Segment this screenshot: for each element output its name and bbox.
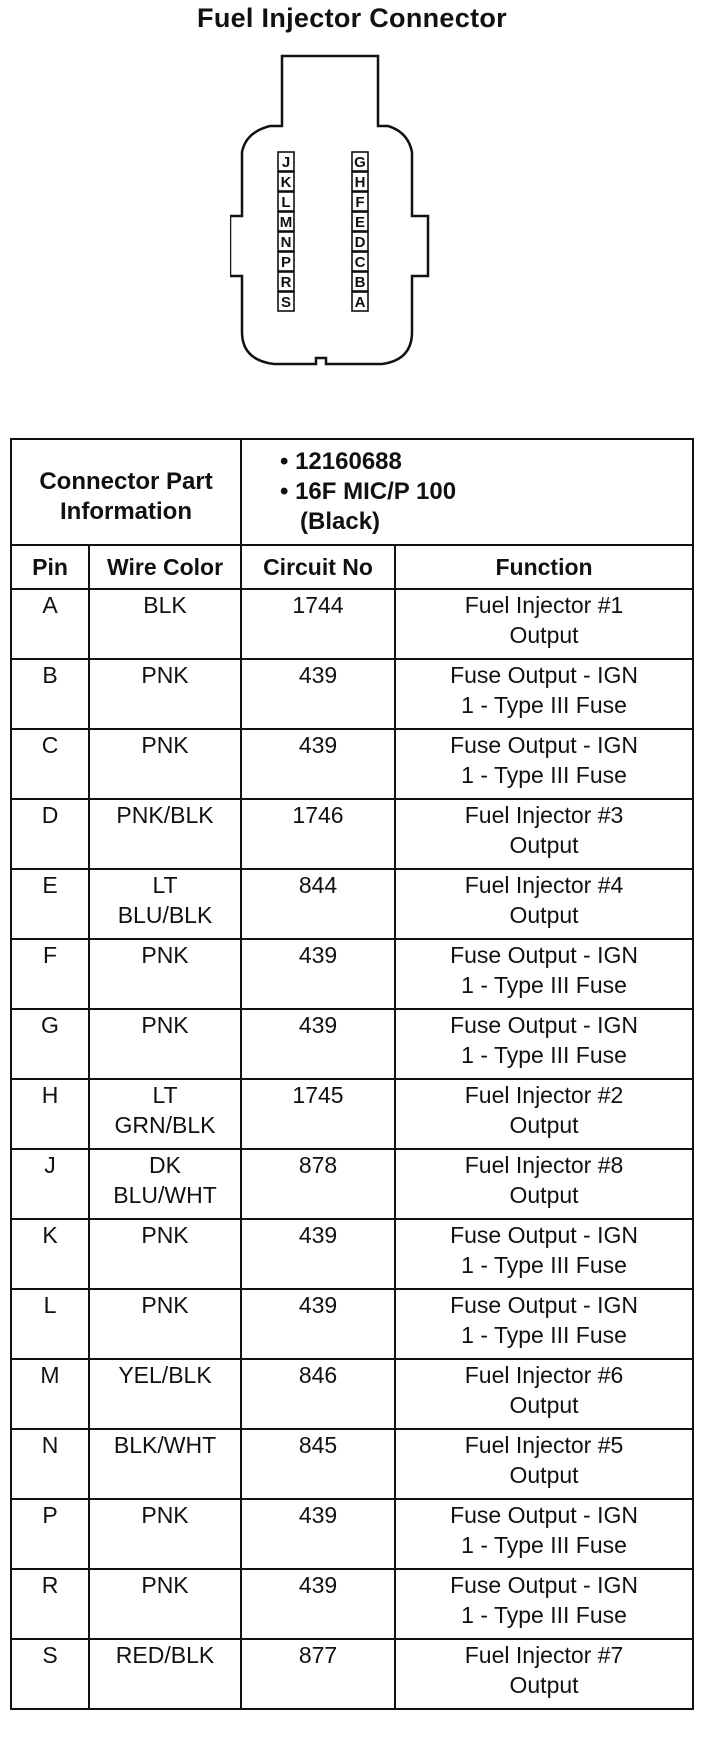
pin-label-d: D xyxy=(354,234,366,251)
wire-color-cell: LT GRN/BLK xyxy=(89,1079,241,1149)
table-row xyxy=(11,1429,693,1499)
circuit-no-cell: 844 xyxy=(241,869,395,939)
wire-color-cell: PNK xyxy=(89,729,241,799)
wire-color-cell: LT BLU/BLK xyxy=(89,869,241,939)
wire-color-cell: PNK xyxy=(89,1499,241,1569)
connector-color: (Black) xyxy=(300,508,381,535)
page-title: Fuel Injector Connector xyxy=(197,3,507,33)
function-cell: Fuse Output - IGN 1 - Type III Fuse xyxy=(395,1499,693,1569)
pin-cell: S xyxy=(11,1639,89,1709)
pin-label-c: C xyxy=(354,254,366,271)
wire-color-cell: DK BLU/WHT xyxy=(89,1149,241,1219)
circuit-no-cell: 845 xyxy=(241,1429,395,1499)
table-row xyxy=(11,1079,693,1149)
pin-label-e: E xyxy=(354,214,366,231)
connector-outline xyxy=(230,56,428,364)
function-cell: Fuel Injector #3 Output xyxy=(395,799,693,869)
function-cell: Fuel Injector #2 Output xyxy=(395,1079,693,1149)
circuit-no-cell: 439 xyxy=(241,729,395,799)
pin-cell: R xyxy=(11,1569,89,1639)
pin-cell: A xyxy=(11,589,89,659)
pin-label-j: J xyxy=(281,154,291,171)
connector-part-info-value xyxy=(241,439,693,545)
function-cell: Fuse Output - IGN 1 - Type III Fuse xyxy=(395,1219,693,1289)
function-cell: Fuse Output - IGN 1 - Type III Fuse xyxy=(395,729,693,799)
pin-cell: D xyxy=(11,799,89,869)
pin-label-r: R xyxy=(280,274,292,291)
pin-label-a: A xyxy=(354,294,366,311)
column-header-row xyxy=(11,545,693,589)
function-cell: Fuel Injector #4 Output xyxy=(395,869,693,939)
pin-label-l: L xyxy=(281,194,291,211)
column-header-pin: Pin xyxy=(11,545,89,589)
table-row xyxy=(11,1499,693,1569)
wire-color-cell: PNK xyxy=(89,659,241,729)
table-row xyxy=(11,1359,693,1429)
left-pin-column xyxy=(278,152,294,311)
pin-cell: H xyxy=(11,1079,89,1149)
circuit-no-cell: 439 xyxy=(241,1289,395,1359)
circuit-no-cell: 439 xyxy=(241,659,395,729)
pin-cell: B xyxy=(11,659,89,729)
pin-cell: J xyxy=(11,1149,89,1219)
table-row xyxy=(11,1289,693,1359)
connector-part-info-label: Connector Part Information xyxy=(11,439,241,545)
table-row xyxy=(11,729,693,799)
function-cell: Fuse Output - IGN 1 - Type III Fuse xyxy=(395,939,693,1009)
pin-label-s: S xyxy=(280,294,292,311)
pin-cell: K xyxy=(11,1219,89,1289)
pin-cell: G xyxy=(11,1009,89,1079)
circuit-no-cell: 877 xyxy=(241,1639,395,1709)
circuit-no-cell: 878 xyxy=(241,1149,395,1219)
function-cell: Fuel Injector #1 Output xyxy=(395,589,693,659)
circuit-no-cell: 846 xyxy=(241,1359,395,1429)
pin-label-n: N xyxy=(280,234,292,251)
wire-color-cell: BLK/WHT xyxy=(89,1429,241,1499)
circuit-no-cell: 1744 xyxy=(241,589,395,659)
pin-label-b: B xyxy=(354,274,366,291)
connector-pin-table xyxy=(10,438,694,1710)
wire-color-cell: PNK xyxy=(89,1009,241,1079)
circuit-no-cell: 439 xyxy=(241,1219,395,1289)
pin-label-h: H xyxy=(354,174,366,191)
column-header-circuit-no: Circuit No xyxy=(241,545,395,589)
pin-cell: C xyxy=(11,729,89,799)
pin-cell: L xyxy=(11,1289,89,1359)
connector-diagram xyxy=(230,52,446,388)
pin-label-k: K xyxy=(280,174,292,191)
pin-label-m: M xyxy=(279,214,293,231)
pin-cell: P xyxy=(11,1499,89,1569)
column-header-function: Function xyxy=(395,545,693,589)
right-pin-column xyxy=(352,152,368,311)
circuit-no-cell: 439 xyxy=(241,1499,395,1569)
pin-label-f: F xyxy=(355,194,365,211)
table-row xyxy=(11,939,693,1009)
table-row xyxy=(11,1569,693,1639)
pin-cell: E xyxy=(11,869,89,939)
function-cell: Fuel Injector #7 Output xyxy=(395,1639,693,1709)
table-row xyxy=(11,1219,693,1289)
circuit-no-cell: 439 xyxy=(241,939,395,1009)
function-cell: Fuel Injector #5 Output xyxy=(395,1429,693,1499)
function-cell: Fuse Output - IGN 1 - Type III Fuse xyxy=(395,1009,693,1079)
wire-color-cell: PNK xyxy=(89,1569,241,1639)
table-row xyxy=(11,869,693,939)
pin-cell: F xyxy=(11,939,89,1009)
wire-color-cell: PNK xyxy=(89,1219,241,1289)
function-cell: Fuse Output - IGN 1 - Type III Fuse xyxy=(395,1569,693,1639)
table-row xyxy=(11,1639,693,1709)
circuit-no-cell: 439 xyxy=(241,1009,395,1079)
circuit-no-cell: 439 xyxy=(241,1569,395,1639)
function-cell: Fuel Injector #6 Output xyxy=(395,1359,693,1429)
function-cell: Fuel Injector #8 Output xyxy=(395,1149,693,1219)
function-cell: Fuse Output - IGN 1 - Type III Fuse xyxy=(395,1289,693,1359)
table-row xyxy=(11,1009,693,1079)
circuit-no-cell: 1746 xyxy=(241,799,395,869)
table-row xyxy=(11,589,693,659)
table-row xyxy=(11,659,693,729)
circuit-no-cell: 1745 xyxy=(241,1079,395,1149)
pin-cell: N xyxy=(11,1429,89,1499)
wire-color-cell: RED/BLK xyxy=(89,1639,241,1709)
pin-label-p: P xyxy=(280,254,292,271)
pin-label-g: G xyxy=(354,154,366,171)
wire-color-cell: BLK xyxy=(89,589,241,659)
part-number: • 12160688 xyxy=(280,448,402,475)
wire-color-cell: PNK xyxy=(89,939,241,1009)
wire-color-cell: PNK xyxy=(89,1289,241,1359)
table-row xyxy=(11,799,693,869)
column-header-wire-color: Wire Color xyxy=(89,545,241,589)
wire-color-cell: PNK/BLK xyxy=(89,799,241,869)
pin-cell: M xyxy=(11,1359,89,1429)
function-cell: Fuse Output - IGN 1 - Type III Fuse xyxy=(395,659,693,729)
connector-type: • 16F MIC/P 100 xyxy=(280,478,457,505)
wire-color-cell: YEL/BLK xyxy=(89,1359,241,1429)
table-row xyxy=(11,1149,693,1219)
